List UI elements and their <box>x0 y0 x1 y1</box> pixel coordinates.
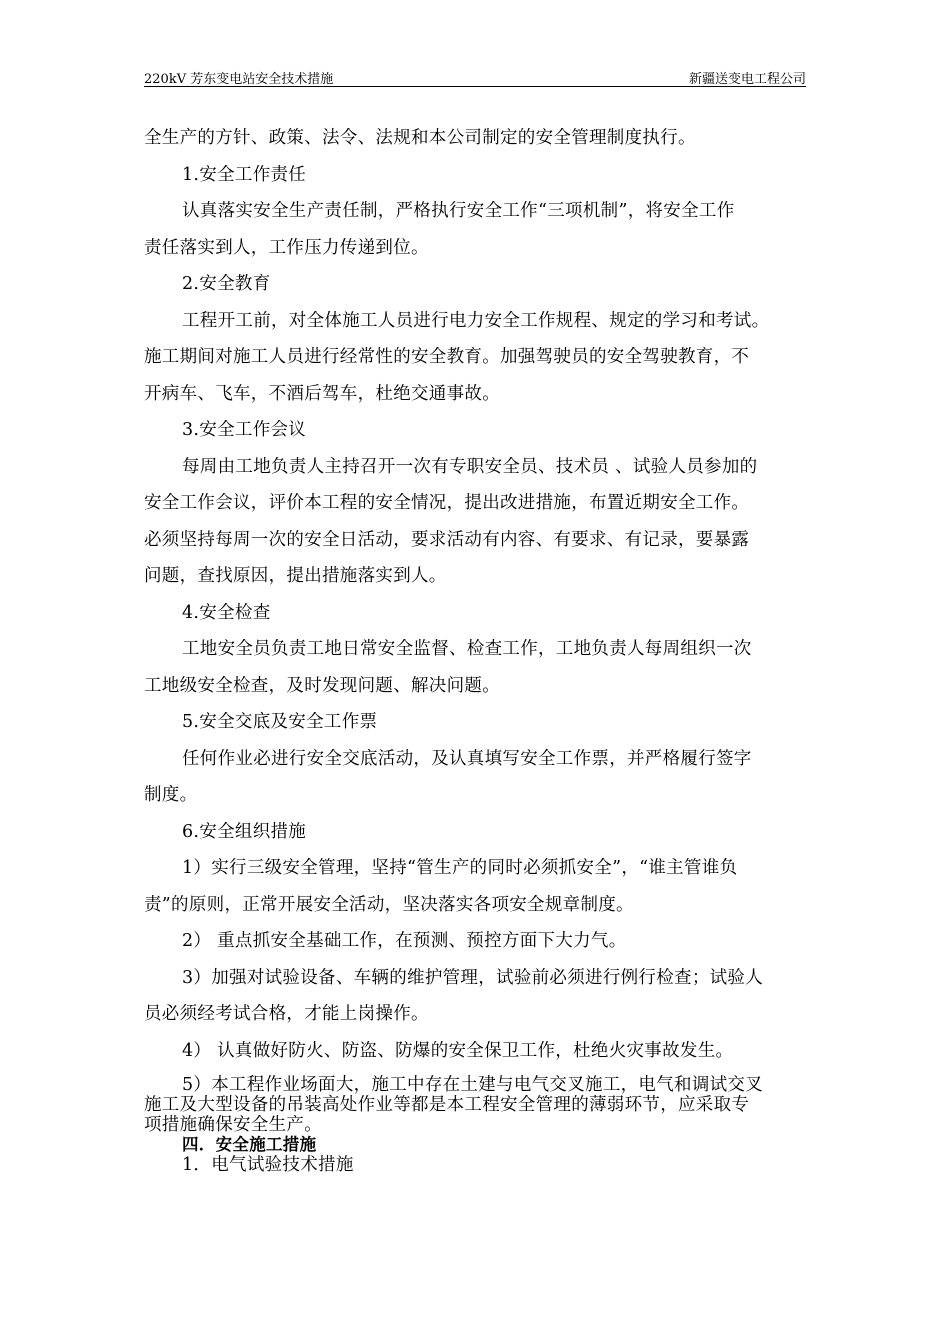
paragraph-line: 开病车、飞车，不酒后驾车，杜绝交通事故。 <box>144 383 500 404</box>
section-heading: 6.安全组织措施 <box>182 821 307 842</box>
header-doc-title: 220kV 芳东变电站安全技术措施 <box>144 72 334 87</box>
header-company: 新疆送变电工程公司 <box>688 72 806 87</box>
paragraph-line: 3）加强对试验设备、车辆的维护管理，试验前必须进行例行检查；试验人 <box>182 967 764 988</box>
paragraph-line: 2） 重点抓安全基础工作，在预测、预控方面下大力气。 <box>182 931 627 951</box>
page-header <box>144 64 806 87</box>
paragraph-line: 责任落实到人，工作压力传递到位。 <box>144 237 429 258</box>
section-heading: 1.安全工作责任 <box>182 164 307 185</box>
paragraph-line: 任何作业必进行安全交底活动，及认真填写安全工作票，并严格履行签字 <box>182 748 752 769</box>
section-heading: 4.安全检查 <box>182 602 271 623</box>
section-heading: 3.安全工作会议 <box>182 420 307 440</box>
document-body <box>144 120 808 1175</box>
paragraph-line: 工程开工前，对全体施工人员进行电力安全工作规程、规定的学习和考试。 <box>182 310 770 331</box>
paragraph-line: 责”的原则，正常开展安全活动，坚决落实各项安全规章制度。 <box>144 894 634 915</box>
paragraph-line: 安全工作会议，评价本工程的安全情况，提出改进措施，布置近期安全工作。 <box>144 493 750 513</box>
paragraph-line: 全生产的方针、政策、法令、法规和本公司制定的安全管理制度执行。 <box>144 128 696 148</box>
paragraph-line: 施工及大型设备的吊装高处作业等都是本工程安全管理的薄弱环节，应采取专 <box>144 1095 750 1115</box>
chapter-heading: 四．安全施工措施 <box>182 1135 317 1154</box>
paragraph-line: 员必须经考试合格，才能上岗操作。 <box>144 1004 429 1024</box>
paragraph-line: 施工期间对施工人员进行经常性的安全教育。加强驾驶员的安全驾驶教育，不 <box>144 347 750 367</box>
paragraph-line: 问题，查找原因，提出措施落实到人。 <box>144 566 447 586</box>
subsection-heading: 1．电气试验技术措施 <box>182 1155 354 1175</box>
paragraph-line: 必须坚持每周一次的安全日活动，要求活动有内容、有要求、有记录，要暴露 <box>144 529 750 550</box>
paragraph-line: 制度。 <box>144 785 198 805</box>
paragraph-line: 1）实行三级安全管理，坚持“管生产的同时必须抓安全”，“谁主管谁负 <box>182 858 738 878</box>
paragraph-line: 工地级安全检查，及时发现问题、解决问题。 <box>144 675 500 696</box>
paragraph-line: 每周由工地负责人主持召开一次有专职安全员、技术员 、试验人员参加的 <box>182 456 758 477</box>
paragraph-line: 工地安全员负责工地日常安全监督、检查工作，工地负责人每周组织一次 <box>182 639 752 659</box>
paragraph-line: 5）本工程作业场面大，施工中存在土建与电气交叉施工，电气和调试交叉 <box>182 1075 764 1095</box>
section-heading: 5.安全交底及安全工作票 <box>182 712 378 732</box>
paragraph-line: 认真落实安全生产责任制，严格执行安全工作“三项机制”，将安全工作 <box>182 201 735 221</box>
paragraph-line: 项措施确保安全生产。 <box>144 1115 322 1135</box>
paragraph-line: 4） 认真做好防火、防盗、防爆的安全保卫工作，杜绝火灾事故发生。 <box>182 1040 734 1061</box>
section-heading: 2.安全教育 <box>182 274 271 294</box>
